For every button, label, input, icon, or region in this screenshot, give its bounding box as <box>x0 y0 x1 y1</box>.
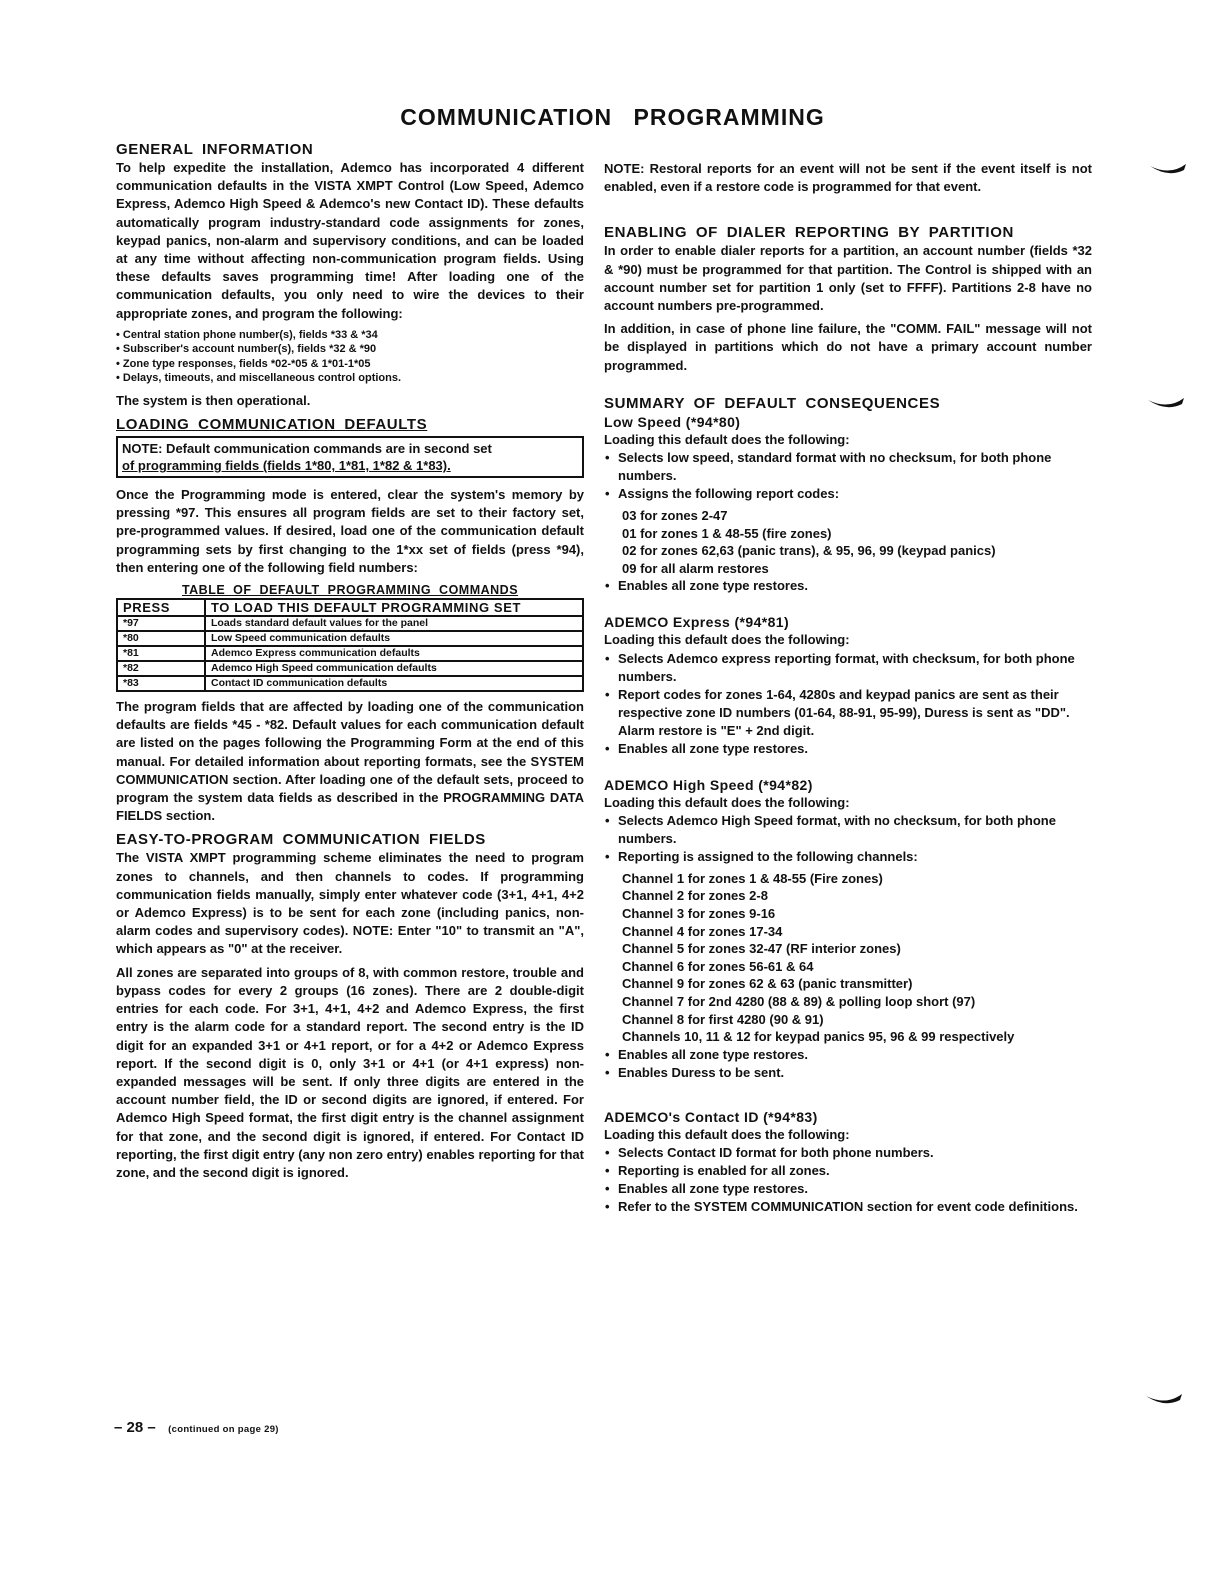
channel-line: Channels 10, 11 & 12 for keypad panics 95, 96 & 99 respectively <box>622 1029 1015 1045</box>
channel-line: Channel 5 for zones 32-47 (RF interior zones) <box>622 941 901 957</box>
loading-defaults-heading: LOADING COMMUNICATION DEFAULTS <box>116 416 428 434</box>
program-item: • Delays, timeouts, and miscellaneous control options. <box>116 372 402 385</box>
list-item: • Reporting is enabled for all zones. <box>604 1162 1092 1180</box>
contact-id-intro: Loading this default does the following: <box>604 1126 850 1142</box>
table-cell: *82 <box>117 661 205 676</box>
channel-line: Channel 7 for 2nd 4280 (88 & 89) & polling loop short (97) <box>622 993 976 1009</box>
channel-line: Channel 2 for zones 2-8 <box>622 888 768 904</box>
low-speed-codes <box>604 507 1092 577</box>
binding-mark-icon <box>1146 396 1186 412</box>
list-item: • Selects Ademco High Speed format, with no checksum, for both phone numbers. <box>604 812 1092 848</box>
channel-line: Channel 9 for zones 62 & 63 (panic transmitter) <box>622 976 913 992</box>
table-cell: *81 <box>117 646 205 661</box>
list-item: • Enables all zone type restores. <box>604 577 1092 595</box>
list-item: • Enables all zone type restores. <box>604 1046 1092 1064</box>
low-speed-list-end <box>604 577 1092 595</box>
continued-note: (continued on page 29) <box>168 1424 279 1435</box>
list-item: • Assigns the following report codes: <box>604 485 1092 503</box>
summary-heading: SUMMARY OF DEFAULT CONSEQUENCES <box>604 394 941 412</box>
low-speed-heading: Low Speed (*94*80) <box>604 413 741 430</box>
page-title: COMMUNICATION PROGRAMMING <box>400 104 825 130</box>
table-cell: Ademco High Speed communication defaults <box>205 661 583 676</box>
high-speed-heading: ADEMCO High Speed (*94*82) <box>604 776 813 793</box>
channel-line: Channel 8 for first 4280 (90 & 91) <box>622 1011 824 1027</box>
high-speed-list <box>604 812 1092 866</box>
table-cell: Low Speed communication defaults <box>205 631 583 646</box>
low-speed-intro: Loading this default does the following: <box>604 431 850 447</box>
list-item: • Selects Contact ID format for both phone numbers. <box>604 1144 1092 1162</box>
table-header-row <box>117 599 583 616</box>
high-speed-list-end <box>604 1046 1092 1082</box>
general-information-paragraph: To help expedite the installation, Ademco has incorporated 4 different communication defaults in the VISTA XMPT Control (Low Speed, Ademco Express, Ademco High Speed & Ademco's new Contact ID). These defaults automatically program industry-standard code assignments for zones, keypad panics, non-alarm and supervisory conditions, and can be loaded at any time without affecting non-communication program fields. Using these defaults saves programming time! After loading one of the communication defaults, you only need to wire the devices to their appropriate zones, and program the following: <box>116 160 584 321</box>
default-commands-table <box>116 598 584 692</box>
table-cell: Loads standard default values for the panel <box>205 616 583 631</box>
right-column <box>604 160 1092 1220</box>
channel-line: Channel 1 for zones 1 & 48-55 (Fire zones) <box>622 870 883 886</box>
operational-text: The system is then operational. <box>116 392 311 408</box>
enabling-paragraph: In order to enable dialer reports for a partition, an account number (fields *32 & *90) must be programmed for that partition. The Control is shipped with an account number set for partition 1 only (set to FFFF). Partitions 2-8 have no account numbers pre-programmed. <box>604 243 1092 314</box>
easy-program-heading: EASY-TO-PROGRAM COMMUNICATION FIELDS <box>116 831 486 849</box>
list-item: • Reporting is assigned to the following channels: <box>604 848 1092 866</box>
binding-mark-icon <box>1144 1392 1184 1408</box>
list-item: • Refer to the SYSTEM COMMUNICATION section for event code definitions. <box>604 1198 1092 1216</box>
express-heading: ADEMCO Express (*94*81) <box>604 614 790 631</box>
code-line: 01 for zones 1 & 48-55 (fire zones) <box>622 525 832 541</box>
list-item: • Selects Ademco express reporting format, with checksum, for both phone numbers. <box>604 650 1092 686</box>
contact-id-list <box>604 1144 1092 1216</box>
table-header-press: PRESS <box>117 599 205 616</box>
table-cell: *83 <box>117 676 205 691</box>
table-row <box>117 661 583 676</box>
list-item: • Report codes for zones 1-64, 4280s and keypad panics are sent as their respective zone ID numbers (01-64, 88-91, 95-99), Duress is sent as "DD". Alarm restore is "E" + 2nd digit. <box>604 686 1092 740</box>
page-number: – 28 – <box>114 1419 156 1436</box>
table-row <box>117 616 583 631</box>
general-information-heading: GENERAL INFORMATION <box>116 141 314 158</box>
express-list <box>604 650 1092 758</box>
left-column <box>116 140 584 1187</box>
list-item: • Selects low speed, standard format with no checksum, for both phone numbers. <box>604 449 1092 485</box>
loading-paragraph: Once the Programming mode is entered, clear the system's memory by pressing *97. This ensures all program fields are set to their factory set, pre-programmed values. If desired, load one of the communication default programming sets by first changing to the 1*xx set of fields (press *94), then entering one of the following field numbers: <box>116 487 584 575</box>
note-box <box>116 436 584 478</box>
table-cell: *97 <box>117 616 205 631</box>
zone-groups-paragraph: All zones are separated into groups of 8, with common restore, trouble and bypass codes for every 2 groups (16 zones). There are 2 double-digit entries for each code. For 3+1, 4+1, 4+2 and Ademco Express, the first entry is the alarm code for a standard report. The second entry is the ID digit for an expanded 3+1 or 4+1 report, or for a 4+2 or Ademco Express report. If the second digit is 0, only 3+1 or 4+1 (or 4+1 express) non-expanded messages will be sent. If only three digits are entered in the account number field, the ID or second digits are ignored, if entered. For Ademco High Speed format, the first digit entry is the channel assignment for that zone, and the second digit is ignored, if entered. For Contact ID reporting, the first digit entry (any non zero entry) enables reporting for that zone, and the second digit is ignored. <box>116 964 584 1180</box>
channel-line: Channel 3 for zones 9-16 <box>622 906 776 921</box>
table-row <box>117 676 583 691</box>
table-cell: *80 <box>117 631 205 646</box>
channel-list <box>604 870 1092 1046</box>
table-caption: TABLE OF DEFAULT PROGRAMMING COMMANDS <box>181 583 519 598</box>
code-line: 02 for zones 62,63 (panic trans), & 95, 96, 99 (keypad panics) <box>622 543 996 559</box>
table-cell: Contact ID communication defaults <box>205 676 583 691</box>
table-cell: Ademco Express communication defaults <box>205 646 583 661</box>
table-row <box>117 646 583 661</box>
program-item: • Zone type responses, fields *02-*05 & 1*01-1*05 <box>116 357 371 370</box>
list-item: • Enables Duress to be sent. <box>604 1064 1092 1082</box>
program-item: • Central station phone number(s), fields *33 & *34 <box>116 328 378 341</box>
high-speed-intro: Loading this default does the following: <box>604 794 850 810</box>
table-header-load: TO LOAD THIS DEFAULT PROGRAMMING SET <box>205 599 583 616</box>
code-line: 09 for all alarm restores <box>622 560 769 576</box>
table-row <box>117 631 583 646</box>
binding-mark-icon <box>1148 162 1188 178</box>
list-item: • Enables all zone type restores. <box>604 740 1092 758</box>
channel-line: Channel 6 for zones 56-61 & 64 <box>622 958 814 974</box>
channel-line: Channel 4 for zones 17-34 <box>622 923 783 939</box>
note-line: of programming fields (fields 1*80, 1*81, 1*82 & 1*83). <box>122 458 451 474</box>
program-item: • Subscriber's account number(s), fields *32 & *90 <box>116 343 377 356</box>
express-intro: Loading this default does the following: <box>604 632 850 648</box>
note-line: NOTE: Default communication commands are in second set <box>122 441 492 457</box>
affected-fields-paragraph: The program fields that are affected by loading one of the communication defaults are fields *45 - *82. Default values for each communication default are listed on the pages following the Programming Form at the end of this manual. For detailed information about reporting formats, see the SYSTEM COMMUNICATION section. After loading one of the default sets, proceed to program the system data fields as described in the PROGRAMMING DATA FIELDS section. <box>116 699 584 824</box>
list-item: • Enables all zone type restores. <box>604 1180 1092 1198</box>
restoral-note: NOTE: Restoral reports for an event will not be sent if the event itself is not enabled, even if a restore code is programmed for that event. <box>604 161 1092 195</box>
enabling-heading: ENABLING OF DIALER REPORTING BY PARTITION <box>604 224 1014 242</box>
code-line: 03 for zones 2-47 <box>622 508 728 524</box>
easy-program-paragraph: The VISTA XMPT programming scheme eliminates the need to program zones to channels, and then channels to codes. If programming communication fields manually, simply enter whatever code (3+1, 4+1, 4+2 or Ademco Express) is to be sent for each zone (including panics, non-alarm codes and supervisory codes). NOTE: Enter "10" to transmit an "A", which appears as "0" at the receiver. <box>116 850 584 957</box>
page-footer <box>114 1419 279 1437</box>
contact-id-heading: ADEMCO's Contact ID (*94*83) <box>604 1108 818 1125</box>
low-speed-list <box>604 449 1092 503</box>
comm-fail-paragraph: In addition, in case of phone line failure, the "COMM. FAIL" message will not be displayed in partitions which do not have a primary account number programmed. <box>604 321 1092 373</box>
program-items-list <box>116 328 584 386</box>
